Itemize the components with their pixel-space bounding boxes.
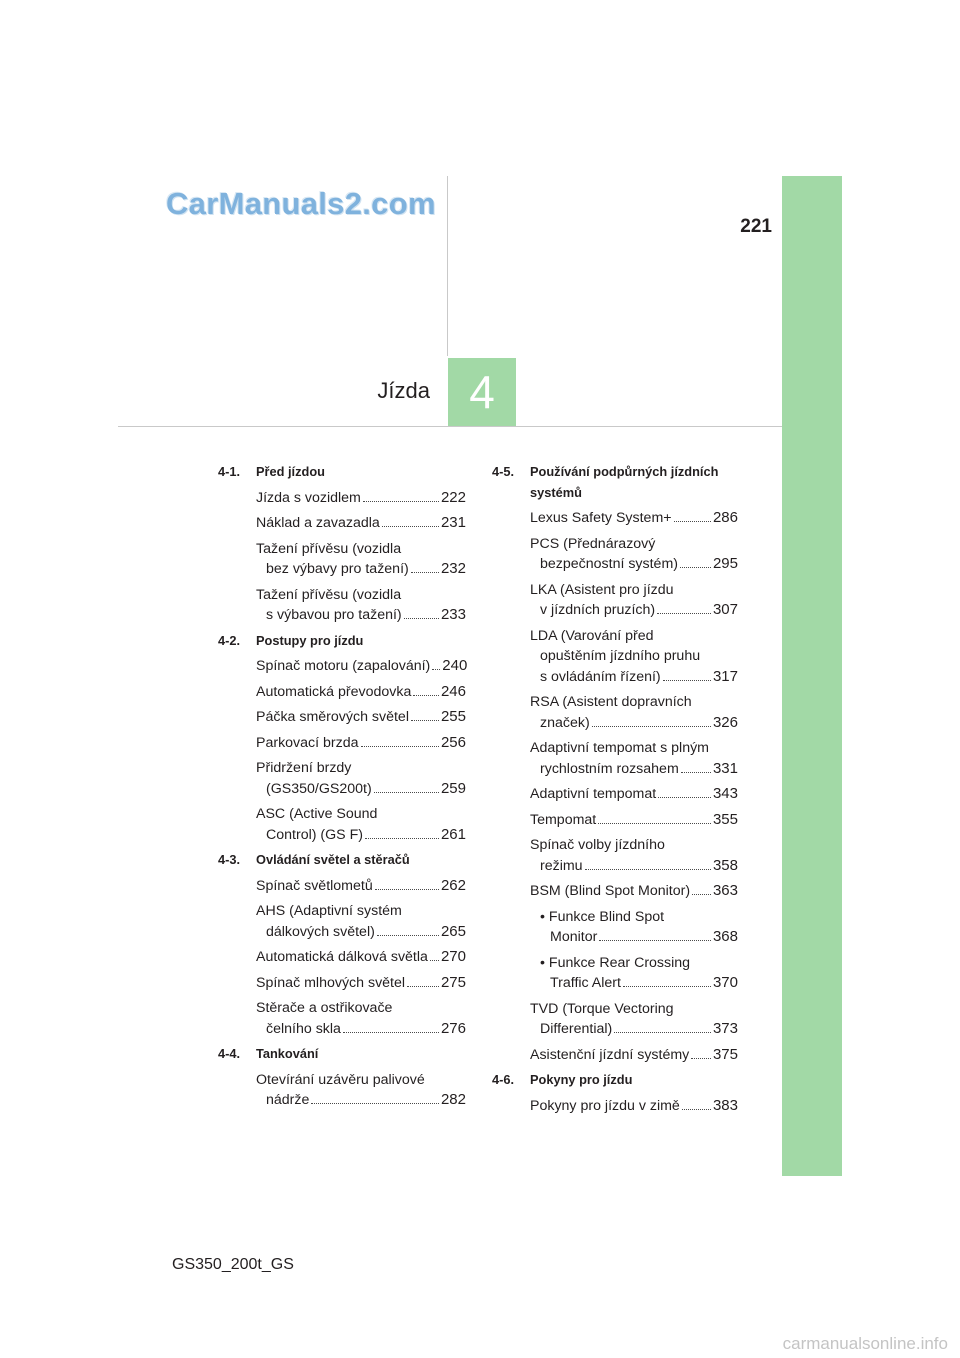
toc-page-number: 246 [440, 682, 466, 700]
section-title: Tankování [256, 1046, 319, 1061]
dot-leader [681, 772, 711, 773]
toc-entry[interactable] [218, 973, 466, 994]
toc-entry-text: Monitor [550, 929, 598, 945]
toc-entry[interactable] [492, 1045, 738, 1066]
chapter-number-box: 4 [448, 358, 516, 426]
toc-section-heading [218, 631, 466, 652]
section-title: Ovládání světel a stěračů [256, 852, 410, 867]
toc-entry-text: Adaptivní tempomat s plným [530, 740, 709, 756]
dot-leader [692, 894, 711, 895]
toc-entry[interactable] [218, 901, 466, 942]
toc-entry-text: Tažení přívěsu (vozidla [256, 540, 402, 557]
toc-entry-line [530, 738, 738, 759]
toc-entry-text: nádrže [266, 1092, 310, 1108]
toc-entry-text: Otevírání uzávěru palivové [256, 1071, 425, 1088]
toc-entry-line [256, 901, 466, 922]
toc-entry-line [530, 881, 738, 902]
toc-entry[interactable] [492, 508, 738, 529]
dot-leader [599, 940, 711, 941]
toc-section-heading [492, 462, 738, 503]
dot-leader [407, 986, 439, 987]
dot-leader [598, 823, 711, 824]
toc-entry[interactable] [492, 534, 738, 575]
toc-entry-line [256, 1090, 466, 1111]
toc-right-column [492, 458, 738, 1121]
toc-entry-line [256, 876, 466, 897]
toc-entry-line [530, 713, 738, 734]
dot-leader [363, 501, 439, 502]
dot-leader [674, 521, 711, 522]
toc-entry-line [256, 779, 466, 800]
dot-leader [657, 613, 711, 614]
toc-entry-line [530, 1096, 738, 1117]
toc-section-heading [218, 462, 466, 483]
toc-entry-text: LKA (Asistent pro jízdu [530, 581, 674, 598]
toc-entry[interactable] [218, 488, 466, 509]
toc-entry-line [540, 973, 738, 994]
section-title: Postupy pro jízdu [256, 632, 364, 648]
toc-entry-line [530, 692, 738, 713]
toc-page-number: 373 [712, 1020, 738, 1037]
dot-leader [404, 618, 439, 619]
toc-entry[interactable] [218, 876, 466, 897]
toc-entry-line [256, 656, 466, 677]
toc-entry-line [256, 947, 466, 968]
toc-entry[interactable] [492, 907, 738, 948]
dot-leader [361, 746, 439, 747]
toc-entry-text: Stěrače a ostřikovače [256, 1000, 393, 1016]
toc-entry-line [256, 922, 466, 943]
toc-entry-text: Přidržení brzdy [256, 760, 352, 776]
toc-page-number: 233 [440, 606, 466, 623]
toc-entry-line [530, 759, 738, 780]
toc-entry-text: • Funkce Rear Crossing [540, 954, 691, 971]
toc-entry-line [256, 758, 466, 779]
toc-entry[interactable] [492, 835, 738, 876]
toc-entry-line [530, 1019, 738, 1040]
toc-entry[interactable] [492, 692, 738, 733]
toc-entry-line [530, 856, 738, 877]
toc-entry-line [530, 784, 738, 805]
dot-leader [411, 572, 439, 573]
toc-entry-text: Jízda s vozidlem [256, 489, 361, 506]
toc-page-number: 286 [712, 509, 738, 526]
toc-entry-text: Spínač volby jízdního [530, 837, 665, 853]
toc-entry-text: Náklad a zavazadla [256, 515, 380, 531]
toc-entry[interactable] [492, 626, 738, 688]
dot-leader [343, 1032, 439, 1033]
toc-page-number: 370 [712, 974, 738, 991]
toc-entry-text: bez výbavy pro tažení) [266, 561, 409, 577]
toc-entry-line [256, 1070, 466, 1091]
carmanuals-logo[interactable]: CarManuals2.com [166, 186, 436, 221]
toc-page-number: 343 [712, 785, 738, 802]
dot-leader [374, 792, 439, 793]
toc-entry-line [256, 513, 466, 534]
chapter-side-tab [782, 176, 842, 1176]
toc-entry-line [530, 534, 738, 555]
toc-entry-line [530, 1045, 738, 1066]
section-title: Pokyny pro jízdu [530, 1072, 633, 1087]
toc-entry-text: • Funkce Blind Spot [540, 908, 665, 925]
toc-entry-text: bezpečnostní systém) [540, 556, 678, 572]
toc-entry-line [256, 973, 466, 994]
toc-entry-text: v jízdních pruzích) [540, 602, 656, 618]
toc-entry-line [256, 539, 466, 560]
toc-entry-line [256, 559, 466, 580]
toc-entry[interactable] [218, 758, 466, 799]
toc-entry-text: Tažení přívěsu (vozidla [256, 586, 402, 603]
toc-page-number: 270 [440, 948, 466, 965]
toc-entry[interactable] [218, 707, 466, 728]
toc-page-number: 259 [440, 779, 466, 797]
toc-entry-text: rychlostním rozsahem [540, 760, 679, 777]
toc-page-number: 383 [712, 1096, 738, 1114]
toc-entry[interactable] [218, 1070, 466, 1111]
toc-entry-line [540, 907, 738, 928]
toc-entry-line [256, 488, 466, 509]
dot-leader [377, 935, 439, 936]
section-number: 4-6. [492, 1072, 515, 1087]
toc-entry-text: Automatická převodovka [256, 683, 412, 700]
dot-leader [592, 726, 711, 727]
toc-page-number: 232 [440, 560, 466, 577]
toc-section-heading [218, 850, 466, 871]
toc-page-number: 261 [440, 825, 466, 843]
toc-page-number: 231 [440, 514, 466, 531]
toc-entry-text: Pokyny pro jízdu v zimě [530, 1097, 680, 1114]
toc-entry[interactable] [218, 539, 466, 580]
toc-entry-line [530, 999, 738, 1020]
toc-entry-line [530, 667, 738, 688]
toc-page-number: 307 [712, 601, 738, 618]
dot-leader [682, 1109, 711, 1110]
toc-entry-text: RSA (Asistent dopravních [530, 694, 692, 710]
toc-entry[interactable] [218, 513, 466, 534]
toc-entry-line [540, 953, 738, 974]
vertical-divider [447, 176, 448, 356]
model-code: GS350_200t_GS [172, 1256, 294, 1273]
dot-leader [623, 986, 711, 987]
dot-leader [411, 720, 439, 721]
page-number: 221 [740, 216, 772, 237]
toc-entry-text: Lexus Safety System+ [530, 510, 672, 526]
toc-entry-text: Differential) [540, 1021, 613, 1037]
dot-leader [413, 695, 439, 696]
dot-leader [585, 869, 711, 870]
toc-entry[interactable] [218, 682, 466, 703]
toc-entry[interactable] [492, 580, 738, 621]
section-number: 4-2. [218, 632, 241, 648]
toc-entry-line [256, 605, 466, 626]
toc-entry-line [530, 626, 738, 647]
toc-entry[interactable] [492, 1096, 738, 1117]
toc-entry-text: čelního skla [266, 1020, 341, 1037]
toc-entry-text: LDA (Varování před [530, 627, 654, 644]
horizontal-divider [118, 426, 782, 427]
toc-entry-line [530, 580, 738, 601]
toc-entry[interactable] [492, 784, 738, 805]
toc-page-number: 265 [440, 922, 466, 940]
toc-entry-text: opuštěním jízdního pruhu [540, 648, 701, 664]
toc-left-column [218, 458, 466, 1116]
toc-entry-line [530, 835, 738, 856]
toc-entry-text: Control) (GS F) [266, 826, 363, 843]
toc-page-number: 317 [712, 667, 738, 685]
dot-leader [658, 797, 711, 798]
toc-entry-text: Spínač mlhových světel [256, 974, 406, 991]
toc-entry-text: dálkových světel) [266, 923, 375, 940]
toc-page-number: 295 [712, 555, 738, 572]
toc-entry-text: BSM (Blind Spot Monitor) [530, 883, 691, 899]
dot-leader [432, 669, 440, 670]
section-number: 4-3. [218, 852, 241, 867]
toc-entry-text: Parkovací brzda [256, 734, 359, 751]
toc-entry-text: Tempomat [530, 811, 597, 828]
toc-entry-text: s výbavou pro tažení) [266, 607, 402, 623]
dot-leader [375, 889, 439, 890]
toc-entry-text: Asistenční jízdní systémy [530, 1046, 690, 1063]
toc-entry[interactable] [492, 881, 738, 902]
toc-entry-line [256, 1019, 466, 1040]
toc-entry-text: režimu [540, 857, 583, 874]
section-title: Používání podpůrných jízdních systémů [530, 464, 719, 500]
toc-entry[interactable] [218, 947, 466, 968]
toc-entry-text: Adaptivní tempomat [530, 786, 657, 802]
toc-page-number: 368 [712, 928, 738, 945]
toc-entry-line [256, 804, 466, 825]
toc-page-number: 358 [712, 856, 738, 874]
toc-entry-text: Spínač motoru (zapalování) [256, 658, 431, 674]
toc-entry-line [530, 554, 738, 575]
toc-page-number: 262 [440, 876, 466, 894]
toc-entry-line [256, 585, 466, 606]
toc-entry-text: Automatická dálková světla [256, 949, 428, 965]
watermark[interactable]: carmanualsonline.info [782, 1334, 948, 1353]
toc-entry-text: AHS (Adaptivní systém [256, 903, 402, 919]
toc-entry-line [530, 508, 738, 529]
section-number: 4-4. [218, 1046, 241, 1061]
toc-page-number: 331 [712, 759, 738, 777]
dot-leader [614, 1032, 711, 1033]
toc-entry-text: Spínač světlometů [256, 877, 373, 894]
toc-page-number: 256 [440, 733, 466, 751]
toc-entry-text: s ovládáním řízení) [540, 668, 661, 685]
toc-page-number: 222 [440, 488, 466, 506]
toc-entry-line [530, 600, 738, 621]
toc-entry-text: PCS (Přednárazový [530, 535, 656, 552]
dot-leader [680, 567, 711, 568]
dot-leader [663, 680, 711, 681]
toc-entry-text: (GS350/GS200t) [266, 780, 372, 797]
toc-entry-line [256, 733, 466, 754]
toc-section-heading [492, 1070, 738, 1091]
toc-entry[interactable] [218, 804, 466, 845]
toc-page-number: 363 [712, 882, 738, 899]
toc-entry-text: značek) [540, 714, 590, 731]
toc-page-number: 276 [440, 1019, 466, 1037]
toc-entry-line [256, 682, 466, 703]
toc-entry[interactable] [492, 953, 738, 994]
toc-entry[interactable] [492, 999, 738, 1040]
toc-entry[interactable] [218, 656, 466, 677]
toc-entry-line [256, 825, 466, 846]
dot-leader [691, 1058, 711, 1059]
toc-entry-line [256, 998, 466, 1019]
toc-page-number: 375 [712, 1045, 738, 1063]
toc-entry-line [530, 810, 738, 831]
section-title: Před jízdou [256, 464, 325, 479]
toc-entry-text: Traffic Alert [550, 975, 621, 991]
toc-entry-line [540, 927, 738, 948]
dot-leader [311, 1103, 439, 1104]
toc-page-number: 240 [442, 657, 468, 674]
toc-entry-text: Páčka směrových světel [256, 709, 409, 725]
dot-leader [365, 838, 439, 839]
toc-entry-line [256, 707, 466, 728]
toc-entry[interactable] [218, 585, 466, 626]
toc-entry[interactable] [492, 810, 738, 831]
toc-page-number: 255 [440, 708, 466, 725]
dot-leader [430, 960, 439, 961]
toc-section-heading [218, 1044, 466, 1065]
dot-leader [382, 526, 439, 527]
toc-page-number: 355 [712, 810, 738, 828]
toc-page-number: 326 [712, 713, 738, 731]
toc-page-number: 282 [440, 1091, 466, 1108]
toc-entry[interactable] [492, 738, 738, 779]
toc-page-number: 275 [440, 973, 466, 991]
toc-entry[interactable] [218, 733, 466, 754]
toc-entry-text: TVD (Torque Vectoring [530, 1000, 674, 1017]
toc-entry[interactable] [218, 998, 466, 1039]
section-number: 4-5. [492, 464, 515, 479]
toc-entry-text: ASC (Active Sound [256, 806, 378, 822]
section-number: 4-1. [218, 464, 241, 479]
toc-entry-line [530, 646, 738, 667]
chapter-title: Jízda [377, 378, 430, 403]
